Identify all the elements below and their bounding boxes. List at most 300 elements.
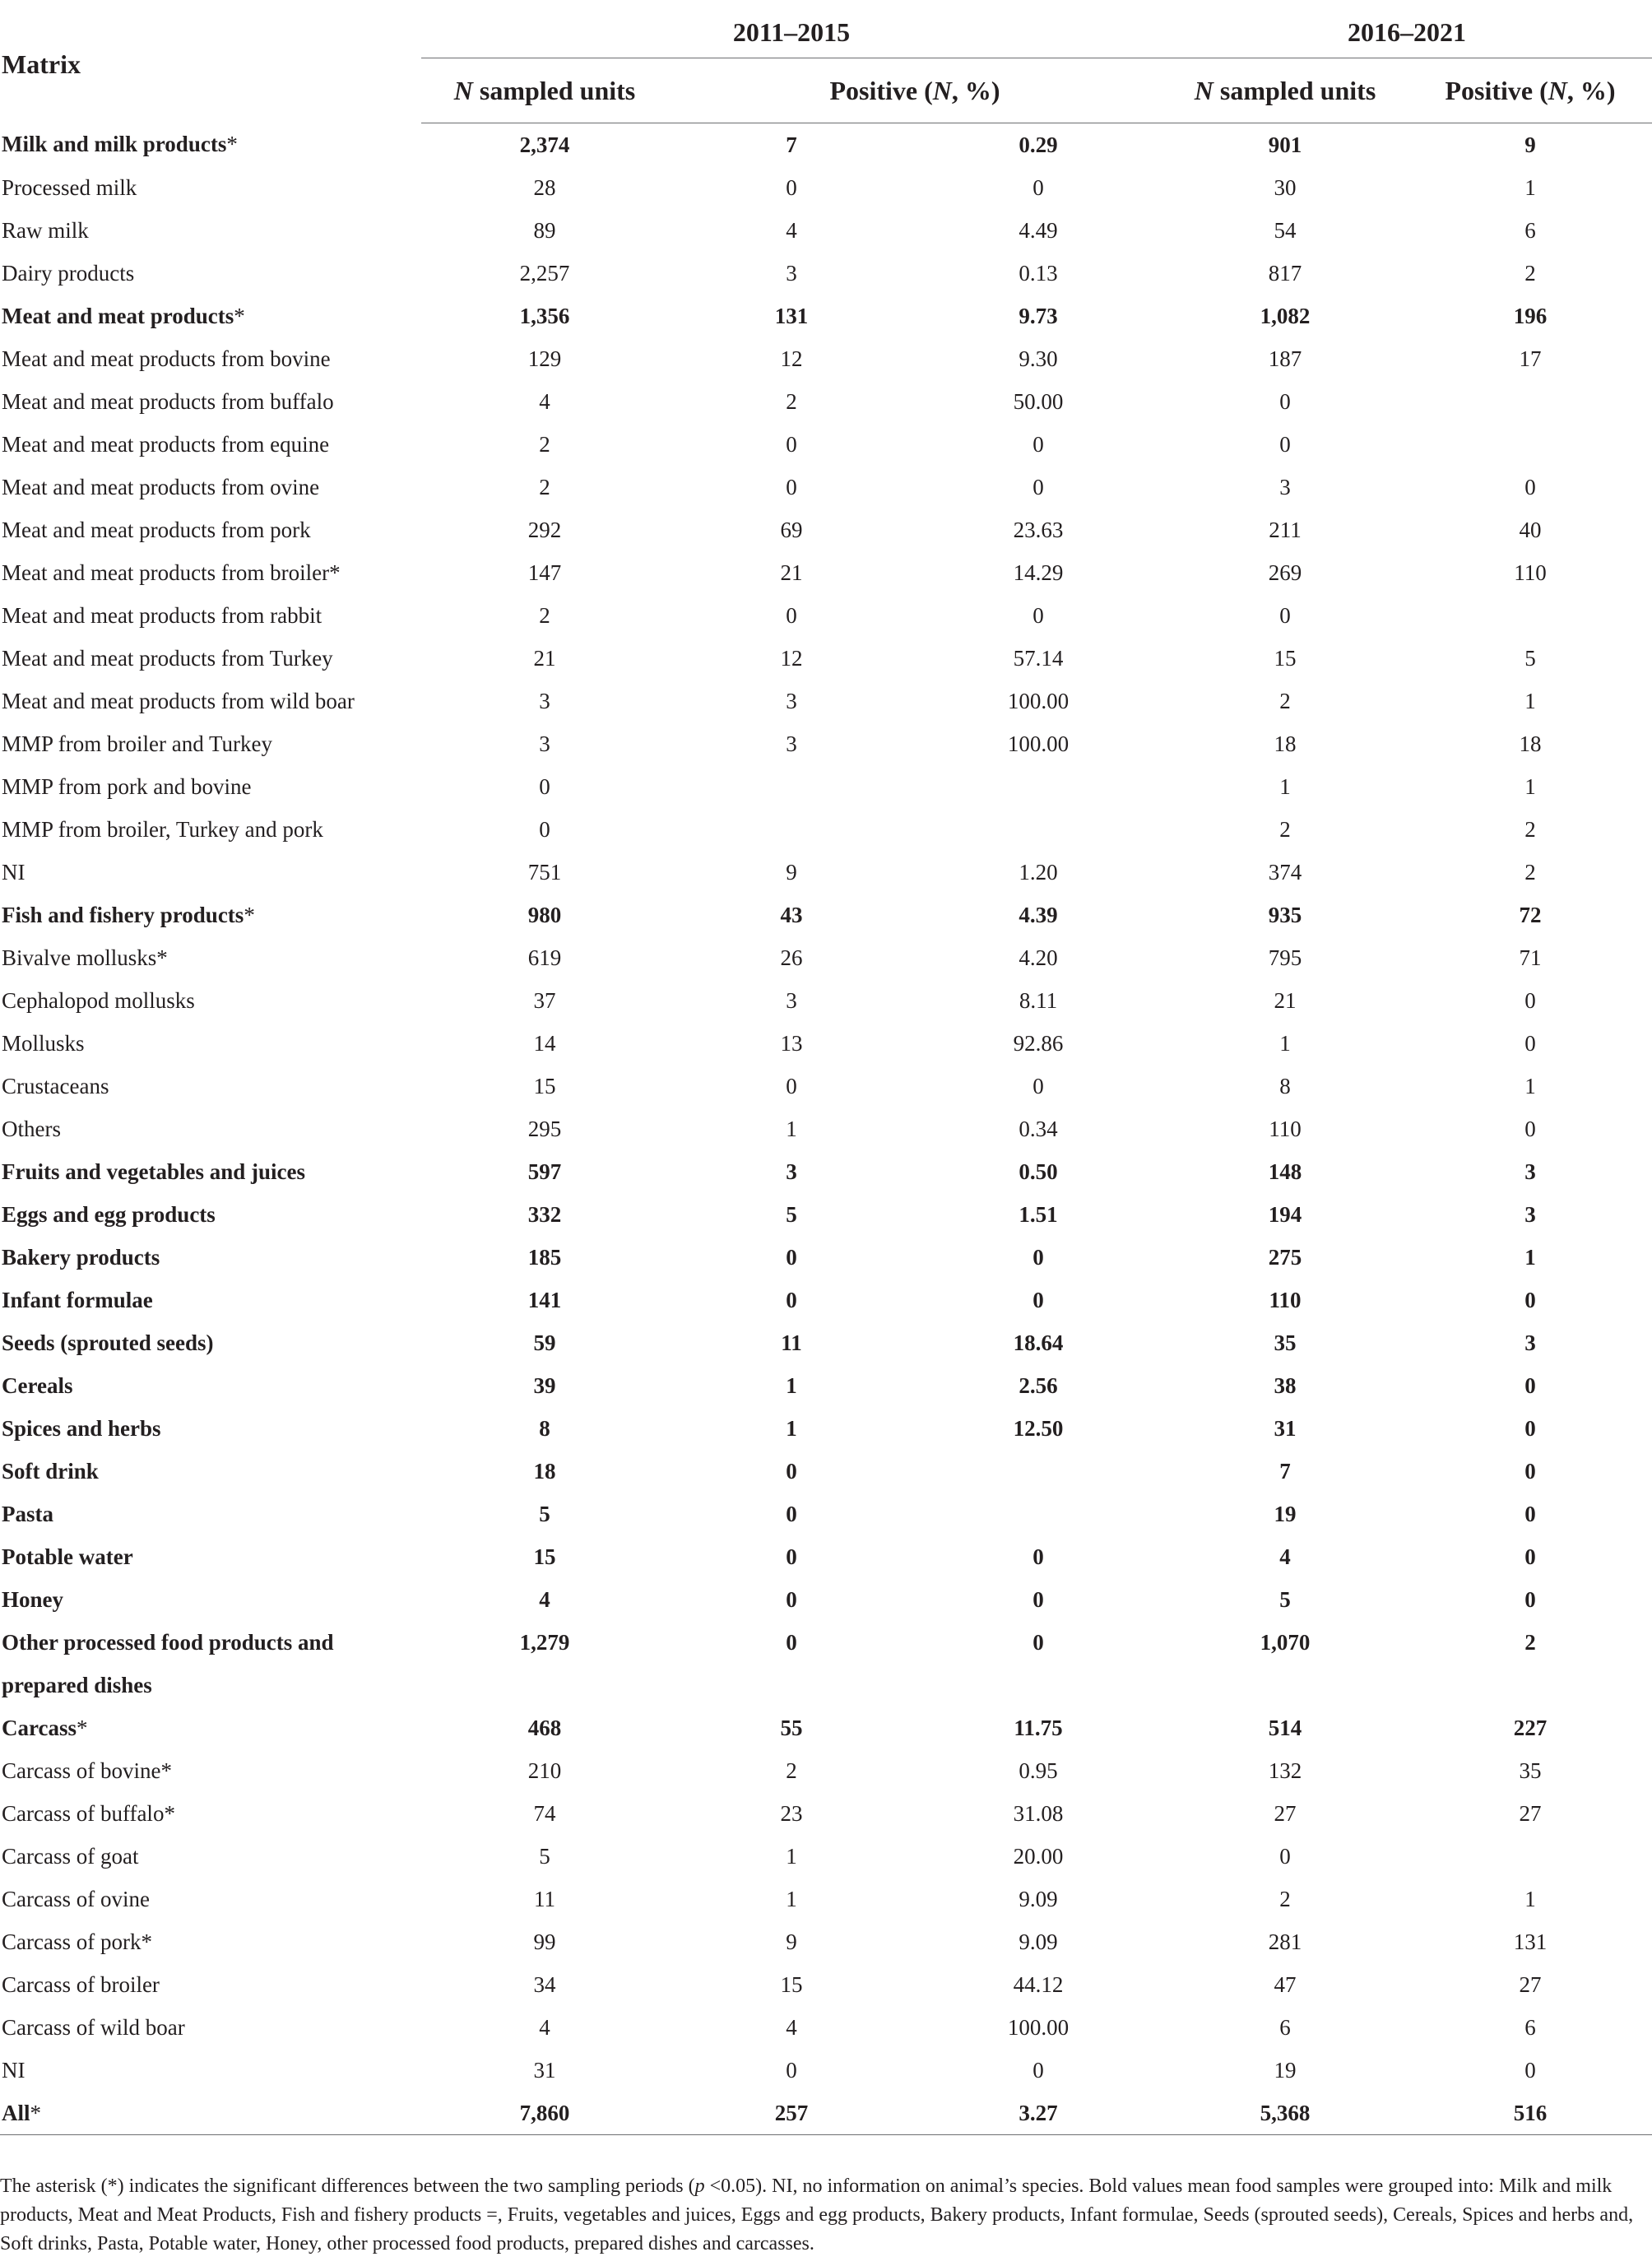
matrix-cell: Meat and meat products from Turkey xyxy=(2,645,333,671)
positive-n-2011-2015-cell: 2 xyxy=(786,1758,797,1783)
n-sampled-2016-2021-cell: 281 xyxy=(1268,1929,1302,1954)
matrix-cell: Potable water xyxy=(2,1544,133,1569)
n-sampled-2016-2021-cell: 901 xyxy=(1268,132,1302,157)
n-sampled-2016-2021-cell: 15 xyxy=(1274,645,1297,671)
table-row xyxy=(0,423,1652,466)
positive-n-2011-2015-cell: 2 xyxy=(786,388,797,414)
matrix-cell: Carcass of buffalo* xyxy=(2,1800,175,1826)
positive-percent-2011-2015-cell: 20.00 xyxy=(1013,1843,1064,1869)
positive-2016-2021-cell: 3 xyxy=(1524,1159,1536,1184)
positive-percent-2011-2015-cell: 2.56 xyxy=(1019,1372,1058,1398)
n-sampled-2011-2015-cell: 18 xyxy=(533,1458,556,1484)
positive-percent-2011-2015-cell: 8.11 xyxy=(1019,987,1058,1013)
table-row xyxy=(0,722,1652,765)
positive-n-2011-2015-cell: 7 xyxy=(786,132,797,157)
positive-percent-2011-2015-cell: 9.73 xyxy=(1019,303,1058,328)
positive-percent-2011-2015-cell: 3.27 xyxy=(915,2092,1162,2135)
positive-2016-2021-cell xyxy=(1408,380,1652,423)
positive-n-2011-2015-cell: 13 xyxy=(780,1030,803,1056)
positive-n-2011-2015-cell: 26 xyxy=(780,945,803,970)
matrix-cell: Eggs and egg products xyxy=(2,1201,216,1227)
positive-percent-2011-2015-cell: 4.20 xyxy=(1019,945,1058,970)
matrix-cell: MMP from pork and bovine xyxy=(2,773,252,799)
n-sampled-2016-2021-cell: 269 xyxy=(1268,560,1302,585)
table-row xyxy=(0,252,1652,295)
positive-percent-2011-2015-cell: 0 xyxy=(1032,174,1044,200)
n-sampled-2016-2021-cell: 54 xyxy=(1274,217,1297,243)
positive-n-2011-2015-cell: 43 xyxy=(780,902,803,927)
n-sampled-2011-2015-cell: 39 xyxy=(533,1372,556,1398)
matrix-cell: Other processed food products and prepared dishes xyxy=(2,1630,334,1697)
matrix-cell: Carcass of goat xyxy=(2,1843,139,1869)
positive-percent-2011-2015-cell: 0 xyxy=(1032,1544,1044,1569)
positive-percent-2011-2015-cell: 0 xyxy=(1032,431,1044,457)
period-2016-2021-header: 2016–2021 xyxy=(1162,7,1652,58)
positive-2016-2021-cell: 227 xyxy=(1513,1715,1548,1740)
positive-n-2011-2015-cell: 21 xyxy=(780,560,803,585)
positive-percent-2011-2015-cell: 100.00 xyxy=(1007,688,1070,713)
positive-2016-2021-cell: 71 xyxy=(1519,945,1542,970)
positive-2016-2021-cell: 0 xyxy=(1524,1415,1536,1441)
positive-n-2011-2015-cell: 0 xyxy=(786,1244,797,1270)
n-sampled-2011-2015-cell: 147 xyxy=(527,560,562,585)
matrix-cell: Fruits and vegetables and juices xyxy=(2,1159,306,1184)
positive-percent-2011-2015-cell xyxy=(915,1450,1162,1493)
table-row xyxy=(0,1963,1652,2006)
table-header xyxy=(0,7,1652,123)
n-sampled-2011-2015-cell: 5 xyxy=(539,1843,550,1869)
n-sampled-2016-2021-cell: 7 xyxy=(1279,1458,1291,1484)
positive-2016-2021-cell: 0 xyxy=(1524,1586,1536,1612)
positive-n-2011-2015-cell: 9 xyxy=(786,1929,797,1954)
positive-n-2011-2015-cell: 0 xyxy=(786,1586,797,1612)
positive-percent-2011-2015-cell: 1.20 xyxy=(1019,859,1058,885)
positive-percent-2011-2015-cell: 1.51 xyxy=(1019,1201,1058,1227)
positive-n-2011-2015-cell: 0 xyxy=(786,1287,797,1312)
positive-percent-2011-2015-cell: 0.29 xyxy=(1019,132,1058,157)
positive-n-2011-2015-cell: 1 xyxy=(786,1372,797,1398)
matrix-cell: Meat and meat products from equine xyxy=(2,431,330,457)
positive-2016-2021-cell: 3 xyxy=(1524,1201,1536,1227)
table-row xyxy=(0,1920,1652,1963)
matrix-cell: Processed milk xyxy=(2,174,137,200)
positive-percent-2011-2015-cell: 9.30 xyxy=(1019,346,1058,371)
n-sampled-2016-2021-cell: 1 xyxy=(1279,1030,1291,1056)
positive-percent-2011-2015-cell: 14.29 xyxy=(1013,560,1064,585)
matrix-cell: Mollusks xyxy=(2,1030,85,1056)
positive-header-period1: Positive (N, %) xyxy=(668,58,1162,123)
positive-2016-2021-cell: 0 xyxy=(1524,1544,1536,1569)
positive-2016-2021-cell: 2 xyxy=(1524,260,1536,286)
table-row xyxy=(0,936,1652,979)
matrix-cell: Seeds (sprouted seeds) xyxy=(2,1330,214,1355)
positive-n-2011-2015-cell: 0 xyxy=(786,602,797,628)
positive-percent-2011-2015-cell: 4.39 xyxy=(1019,902,1058,927)
n-sampled-2011-2015-cell: 4 xyxy=(539,388,550,414)
positive-2016-2021-cell: 0 xyxy=(1524,1458,1536,1484)
positive-2016-2021-cell: 1 xyxy=(1524,1073,1536,1098)
n-sampled-2011-2015-cell: 141 xyxy=(527,1287,562,1312)
positive-n-2011-2015-cell: 0 xyxy=(786,474,797,499)
positive-n-2011-2015-cell: 23 xyxy=(780,1800,803,1826)
n-sampled-2016-2021-cell: 4 xyxy=(1279,1544,1291,1569)
positive-2016-2021-cell: 0 xyxy=(1524,1030,1536,1056)
positive-n-2011-2015-cell: 3 xyxy=(786,260,797,286)
n-sampled-2011-2015-cell: 4 xyxy=(539,2014,550,2040)
positive-n-2011-2015-cell: 1 xyxy=(786,1886,797,1911)
positive-2016-2021-cell: 516 xyxy=(1408,2092,1652,2135)
table-row xyxy=(0,637,1652,680)
table-row xyxy=(0,979,1652,1022)
table-row xyxy=(0,1407,1652,1450)
n-sampled-2016-2021-cell: 132 xyxy=(1268,1758,1302,1783)
n-sampled-2016-2021-cell: 374 xyxy=(1268,859,1302,885)
table-row xyxy=(0,680,1652,722)
n-sampled-2011-2015-cell: 295 xyxy=(527,1116,562,1141)
n-sampled-2016-2021-cell: 194 xyxy=(1268,1201,1302,1227)
matrix-cell: Cereals xyxy=(2,1372,73,1398)
table-footnote: The asterisk (*) indicates the significant differences between the two sampling periods (p <0.05). NI, no information on animal’s species. Bold values mean food samples were grouped into: Milk and milk products, Meat and Meat Products, Fish and fishery products =, Fruits, vegetables and juices, Eggs and egg products, Bakery products, Infant formulae, Seeds (sprouted seeds), Cereals, Spices and herbs and, Soft drinks, Pasta, Potable water, Honey, other processed food products, prepared dishes and carcasses. xyxy=(0,2175,1634,2254)
positive-percent-2011-2015-cell: 50.00 xyxy=(1013,388,1064,414)
positive-2016-2021-cell: 196 xyxy=(1513,303,1548,328)
n-sampled-2016-2021-cell: 110 xyxy=(1269,1116,1302,1141)
n-sampled-header-period2: N sampled units xyxy=(1162,58,1408,123)
positive-2016-2021-cell: 27 xyxy=(1519,1800,1542,1826)
n-sampled-2016-2021-cell: 1,070 xyxy=(1260,1630,1311,1655)
positive-2016-2021-cell: 1 xyxy=(1524,174,1536,200)
n-sampled-2011-2015-cell: 37 xyxy=(533,987,556,1013)
positive-percent-2011-2015-cell: 9.09 xyxy=(1019,1929,1058,1954)
table-row xyxy=(0,808,1652,851)
positive-n-2011-2015-cell: 0 xyxy=(786,1544,797,1569)
positive-2016-2021-cell: 40 xyxy=(1519,517,1542,542)
positive-2016-2021-cell: 17 xyxy=(1519,346,1542,371)
positive-n-2011-2015-cell: 4 xyxy=(786,217,797,243)
positive-percent-2011-2015-cell: 0.34 xyxy=(1019,1116,1058,1141)
n-sampled-2011-2015-cell: 11 xyxy=(534,1886,555,1911)
matrix-cell: Dairy products xyxy=(2,260,135,286)
table-row xyxy=(0,851,1652,894)
positive-percent-2011-2015-cell: 92.86 xyxy=(1013,1030,1064,1056)
n-sampled-2016-2021-cell: 27 xyxy=(1274,1800,1297,1826)
matrix-cell: Cephalopod mollusks xyxy=(2,987,195,1013)
positive-percent-2011-2015-cell: 0 xyxy=(1032,1287,1044,1312)
matrix-cell: Carcass of ovine xyxy=(2,1886,150,1911)
table-row xyxy=(0,1279,1652,1321)
positive-2016-2021-cell: 5 xyxy=(1524,645,1536,671)
positive-n-2011-2015-cell xyxy=(668,765,915,808)
n-sampled-2011-2015-cell: 1,279 xyxy=(519,1630,570,1655)
table-row xyxy=(0,1535,1652,1578)
n-sampled-2011-2015-cell: 2 xyxy=(539,602,550,628)
positive-percent-2011-2015-cell: 44.12 xyxy=(1013,1971,1064,1997)
n-sampled-2016-2021-cell: 2 xyxy=(1279,816,1291,842)
positive-percent-2011-2015-cell: 31.08 xyxy=(1013,1800,1064,1826)
positive-2016-2021-cell xyxy=(1408,1835,1652,1878)
n-sampled-2011-2015-cell: 15 xyxy=(533,1073,556,1098)
matrix-cell: Others xyxy=(2,1116,61,1141)
positive-n-2011-2015-cell: 1 xyxy=(786,1116,797,1141)
positive-n-2011-2015-cell: 3 xyxy=(786,1159,797,1184)
table-row xyxy=(0,1578,1652,1621)
matrix-cell: Soft drink xyxy=(2,1458,99,1484)
positive-n-2011-2015-cell: 11 xyxy=(781,1330,802,1355)
positive-percent-2011-2015-cell: 18.64 xyxy=(1013,1330,1064,1355)
table-row xyxy=(0,2049,1652,2092)
n-sampled-2016-2021-cell: 5 xyxy=(1279,1586,1291,1612)
n-sampled-2016-2021-cell: 1,082 xyxy=(1260,303,1311,328)
positive-percent-2011-2015-cell: 11.75 xyxy=(1014,1715,1063,1740)
positive-2016-2021-cell: 9 xyxy=(1524,132,1536,157)
matrix-cell: MMP from broiler and Turkey xyxy=(2,731,272,756)
n-sampled-2016-2021-cell: 35 xyxy=(1274,1330,1297,1355)
table-row xyxy=(0,1193,1652,1236)
positive-n-2011-2015-cell: 1 xyxy=(786,1415,797,1441)
positive-n-2011-2015-cell: 3 xyxy=(786,731,797,756)
positive-n-2011-2015-cell: 9 xyxy=(786,859,797,885)
table-row xyxy=(0,295,1652,337)
positive-percent-2011-2015-cell xyxy=(915,808,1162,851)
positive-2016-2021-cell: 2 xyxy=(1524,859,1536,885)
n-sampled-2011-2015-cell: 15 xyxy=(533,1544,556,1569)
positive-n-2011-2015-cell: 15 xyxy=(780,1971,803,1997)
positive-n-2011-2015-cell: 0 xyxy=(786,174,797,200)
n-sampled-2016-2021-cell: 817 xyxy=(1268,260,1302,286)
positive-n-2011-2015-cell: 12 xyxy=(780,346,803,371)
n-sampled-2011-2015-cell: 292 xyxy=(527,517,562,542)
n-sampled-2016-2021-cell: 6 xyxy=(1279,2014,1291,2040)
positive-percent-2011-2015-cell: 57.14 xyxy=(1013,645,1064,671)
n-sampled-2011-2015-cell: 2 xyxy=(539,474,550,499)
positive-n-2011-2015-cell: 69 xyxy=(780,517,803,542)
positive-2016-2021-cell: 35 xyxy=(1519,1758,1542,1783)
n-sampled-2016-2021-cell: 3 xyxy=(1279,474,1291,499)
n-sampled-2016-2021-cell: 19 xyxy=(1274,2057,1297,2083)
n-sampled-2011-2015-cell: 980 xyxy=(527,902,562,927)
matrix-cell: Meat and meat products from buffalo xyxy=(2,388,334,414)
n-sampled-2016-2021-cell: 795 xyxy=(1268,945,1302,970)
table-row xyxy=(0,594,1652,637)
positive-n-2011-2015-cell: 55 xyxy=(780,1715,803,1740)
n-sampled-2016-2021-cell: 2 xyxy=(1279,1886,1291,1911)
n-sampled-2011-2015-cell: 0 xyxy=(539,773,550,799)
table-row xyxy=(0,894,1652,936)
positive-percent-2011-2015-cell: 100.00 xyxy=(1007,731,1070,756)
n-sampled-2016-2021-cell: 275 xyxy=(1268,1244,1302,1270)
n-sampled-2016-2021-cell: 2 xyxy=(1279,688,1291,713)
n-sampled-2016-2021-cell: 0 xyxy=(1279,431,1291,457)
n-sampled-2011-2015-cell: 21 xyxy=(533,645,556,671)
positive-2016-2021-cell: 18 xyxy=(1519,731,1542,756)
n-sampled-2011-2015-cell: 14 xyxy=(533,1030,556,1056)
positive-percent-2011-2015-cell: 4.49 xyxy=(1019,217,1058,243)
table-row xyxy=(0,1835,1652,1878)
matrix-cell: Infant formulae xyxy=(2,1287,153,1312)
positive-2016-2021-cell: 1 xyxy=(1524,688,1536,713)
positive-2016-2021-cell: 1 xyxy=(1524,1244,1536,1270)
n-sampled-2011-2015-cell: 8 xyxy=(539,1415,550,1441)
matrix-cell: Fish and fishery products* xyxy=(2,902,255,927)
n-sampled-2011-2015-cell: 2 xyxy=(539,431,550,457)
matrix-cell: Meat and meat products from wild boar xyxy=(2,688,355,713)
matrix-cell: Spices and herbs xyxy=(2,1415,161,1441)
table-row xyxy=(0,1065,1652,1107)
n-sampled-2011-2015-cell: 3 xyxy=(539,688,550,713)
positive-n-2011-2015-cell: 0 xyxy=(786,2057,797,2083)
matrix-cell: Carcass of wild boar xyxy=(2,2014,185,2040)
table-row xyxy=(0,209,1652,252)
n-sampled-2011-2015-cell: 597 xyxy=(527,1159,562,1184)
n-sampled-2016-2021-cell: 514 xyxy=(1268,1715,1302,1740)
n-sampled-2011-2015-cell: 751 xyxy=(527,859,562,885)
positive-n-2011-2015-cell: 4 xyxy=(786,2014,797,2040)
table-row xyxy=(0,380,1652,423)
positive-2016-2021-cell: 110 xyxy=(1514,560,1547,585)
matrix-cell: Meat and meat products from pork xyxy=(2,517,311,542)
table-row xyxy=(0,765,1652,808)
table-row xyxy=(0,1364,1652,1407)
table-row xyxy=(0,1450,1652,1493)
matrix-cell: Raw milk xyxy=(2,217,89,243)
positive-n-2011-2015-cell: 1 xyxy=(786,1843,797,1869)
matrix-cell: All* xyxy=(0,2092,421,2135)
positive-percent-2011-2015-cell xyxy=(915,1493,1162,1535)
n-sampled-2011-2015-cell: 1,356 xyxy=(519,303,570,328)
positive-2016-2021-cell xyxy=(1408,594,1652,637)
positive-n-2011-2015-cell: 3 xyxy=(786,688,797,713)
positive-percent-2011-2015-cell: 0 xyxy=(1032,602,1044,628)
positive-percent-2011-2015-cell: 100.00 xyxy=(1007,2014,1070,2040)
table-row xyxy=(0,1621,1652,1706)
matrix-cell: Crustaceans xyxy=(2,1073,109,1098)
matrix-column-header: Matrix xyxy=(2,49,81,80)
table-row xyxy=(0,1150,1652,1193)
positive-percent-2011-2015-cell: 0 xyxy=(1032,1244,1044,1270)
matrix-cell: Carcass of bovine* xyxy=(2,1758,172,1783)
n-sampled-2016-2021-cell: 8 xyxy=(1279,1073,1291,1098)
n-sampled-2016-2021-cell: 30 xyxy=(1274,174,1297,200)
positive-2016-2021-cell: 6 xyxy=(1524,2014,1536,2040)
matrix-cell: Honey xyxy=(2,1586,64,1612)
positive-2016-2021-cell: 72 xyxy=(1519,902,1542,927)
table-row xyxy=(0,1749,1652,1792)
positive-2016-2021-cell: 0 xyxy=(1524,1501,1536,1526)
positive-header-period2: Positive (N, %) xyxy=(1408,58,1652,123)
positive-percent-2011-2015-cell: 0 xyxy=(1032,474,1044,499)
table-row xyxy=(0,1792,1652,1835)
n-sampled-2016-2021-cell: 47 xyxy=(1274,1971,1297,1997)
matrix-cell: Meat and meat products* xyxy=(2,303,245,328)
table-row xyxy=(0,2006,1652,2049)
positive-2016-2021-cell: 2 xyxy=(1524,816,1536,842)
n-sampled-2011-2015-cell: 99 xyxy=(533,1929,556,1954)
positive-2016-2021-cell: 1 xyxy=(1524,1886,1536,1911)
matrix-cell: Carcass* xyxy=(2,1715,88,1740)
table-row xyxy=(0,1236,1652,1279)
table-row xyxy=(0,1107,1652,1150)
positive-percent-2011-2015-cell: 0 xyxy=(1032,1073,1044,1098)
table-row xyxy=(0,1706,1652,1749)
table-row xyxy=(0,337,1652,380)
positive-n-2011-2015-cell: 12 xyxy=(780,645,803,671)
n-sampled-2011-2015-cell: 0 xyxy=(539,816,550,842)
matrix-cell: Meat and meat products from rabbit xyxy=(2,602,323,628)
n-sampled-2016-2021-cell: 148 xyxy=(1268,1159,1302,1184)
table-row xyxy=(0,1878,1652,1920)
n-sampled-2011-2015-cell: 210 xyxy=(527,1758,562,1783)
n-sampled-2016-2021-cell: 0 xyxy=(1279,602,1291,628)
n-sampled-2016-2021-cell: 0 xyxy=(1279,1843,1291,1869)
n-sampled-2011-2015-cell: 185 xyxy=(527,1244,562,1270)
period-2011-2015-header: 2011–2015 xyxy=(421,7,1162,58)
positive-2016-2021-cell: 0 xyxy=(1524,987,1536,1013)
table-row xyxy=(0,2092,1652,2135)
positive-percent-2011-2015-cell: 0 xyxy=(1032,2057,1044,2083)
table-row xyxy=(0,1493,1652,1535)
positive-n-2011-2015-cell: 0 xyxy=(786,1630,797,1655)
matrix-cell: Carcass of broiler xyxy=(2,1971,160,1997)
table-row xyxy=(0,508,1652,551)
positive-n-2011-2015-cell: 0 xyxy=(786,1073,797,1098)
n-sampled-2011-2015-cell: 59 xyxy=(533,1330,556,1355)
positive-percent-2011-2015-cell: 0.50 xyxy=(1019,1159,1058,1184)
n-sampled-2016-2021-cell: 38 xyxy=(1274,1372,1297,1398)
n-sampled-2016-2021-cell: 18 xyxy=(1274,731,1297,756)
positive-2016-2021-cell: 1 xyxy=(1524,773,1536,799)
matrix-cell: Carcass of pork* xyxy=(2,1929,152,1954)
n-sampled-2011-2015-cell: 89 xyxy=(533,217,556,243)
positive-2016-2021-cell: 0 xyxy=(1524,2057,1536,2083)
positive-2016-2021-cell: 0 xyxy=(1524,1372,1536,1398)
matrix-cell: Pasta xyxy=(2,1501,53,1526)
positive-2016-2021-cell: 0 xyxy=(1524,1116,1536,1141)
n-sampled-2016-2021-cell: 19 xyxy=(1274,1501,1297,1526)
n-sampled-2011-2015-cell: 74 xyxy=(533,1800,556,1826)
n-sampled-2011-2015-cell: 28 xyxy=(533,174,556,200)
n-sampled-2016-2021-cell: 5,368 xyxy=(1162,2092,1408,2135)
table-row xyxy=(0,1022,1652,1065)
n-sampled-2016-2021-cell: 31 xyxy=(1274,1415,1297,1441)
n-sampled-2011-2015-cell: 332 xyxy=(527,1201,562,1227)
matrix-cell: Milk and milk products* xyxy=(2,132,238,157)
n-sampled-2016-2021-cell: 935 xyxy=(1268,902,1302,927)
n-sampled-2011-2015-cell: 2,374 xyxy=(519,132,570,157)
positive-percent-2011-2015-cell: 0.13 xyxy=(1019,260,1058,286)
table-row xyxy=(0,551,1652,594)
n-sampled-2011-2015-cell: 129 xyxy=(527,346,562,371)
positive-n-2011-2015-cell: 131 xyxy=(774,303,809,328)
matrix-cell: Meat and meat products from bovine xyxy=(2,346,331,371)
matrix-cell: NI xyxy=(2,2057,26,2083)
matrix-cell: Bivalve mollusks* xyxy=(2,945,168,970)
table-row xyxy=(0,466,1652,508)
positive-n-2011-2015-cell: 5 xyxy=(786,1201,797,1227)
n-sampled-2011-2015-cell: 34 xyxy=(533,1971,556,1997)
positive-percent-2011-2015-cell: 12.50 xyxy=(1013,1415,1064,1441)
positive-2016-2021-cell: 2 xyxy=(1524,1630,1536,1655)
n-sampled-2011-2015-cell: 619 xyxy=(527,945,562,970)
positive-n-2011-2015-cell: 3 xyxy=(786,987,797,1013)
positive-n-2011-2015-cell: 257 xyxy=(668,2092,915,2135)
positive-n-2011-2015-cell xyxy=(668,808,915,851)
matrix-cell: Meat and meat products from ovine xyxy=(2,474,320,499)
n-sampled-2011-2015-cell: 5 xyxy=(539,1501,550,1526)
positive-2016-2021-cell: 131 xyxy=(1513,1929,1548,1954)
matrix-cell: MMP from broiler, Turkey and pork xyxy=(2,816,323,842)
positive-percent-2011-2015-cell: 0 xyxy=(1032,1586,1044,1612)
positive-percent-2011-2015-cell: 9.09 xyxy=(1019,1886,1058,1911)
n-sampled-2016-2021-cell: 110 xyxy=(1269,1287,1302,1312)
